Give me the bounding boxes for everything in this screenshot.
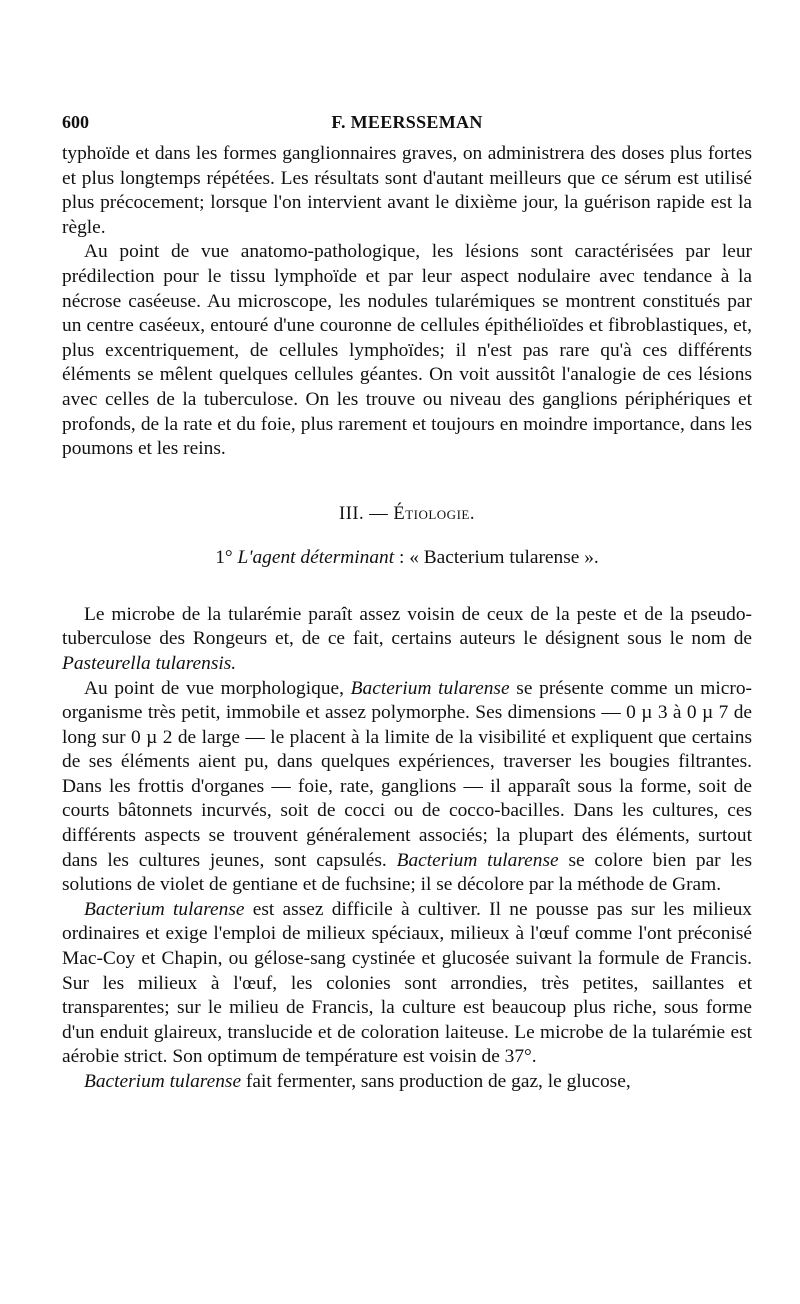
paragraph-3 — [62, 603, 752, 677]
taxon-name: Bacterium tularense — [396, 849, 559, 871]
subsection-title — [62, 547, 752, 569]
paragraph-3-text: Le microbe de la tularémie paraît assez voisin de ceux de la peste et de la pseudo-tuberculose des Rongeurs et, de ce fait, certains auteurs le désignent sous le nom de — [62, 603, 752, 650]
taxon-name: Bacterium tularense — [84, 898, 245, 920]
paragraph-5 — [62, 898, 752, 1070]
subsection-italic: L'agent déterminant — [237, 546, 395, 568]
section-name: Étiologie. — [393, 503, 475, 524]
section-numeral: III. — — [339, 503, 394, 524]
taxon-name: Pasteurella tularensis. — [62, 652, 237, 674]
paragraph-4-end: se colore bien par les solutions de violet de gentiane et de fuchsine; il se décolore par la méthode de Gram. — [62, 849, 752, 896]
section-title — [62, 504, 752, 525]
taxon-name: Bacterium tularense — [84, 1071, 242, 1092]
paragraph-4-middle: se présente comme un micro-organisme très petit, immobile et assez polymorphe. Ses dimensions — 0 µ 3 à 0 µ 7 de long sur 0 µ 2 de large — le placent à la limite de la visibilité et expliquent que certains de ses éléments aient pu, dans quelques expériences, traverser les bougies filtrantes. Dans les frottis d'organes — foie, rate, ganglions — il apparaît sous la forme, soit de courts bâtonnets incurvés, soit de cocci ou de cocco-bacilles. Dans les cultures, ces différents aspects se trouvent généralement associés; la plupart des éléments, surtout dans les cultures jeunes, sont capsulés. — [62, 677, 752, 871]
paragraph-4 — [62, 677, 752, 898]
paragraph-5-text: est assez difficile à cultiver. Il ne pousse pas sur les milieux ordinaires et exige l'emploi de milieux spéciaux, milieux à l'œuf comme l'ont préconisé Mac-Coy et Chapin, ou gélose-sang cystinée et glucosée suivant la formule de Francis. Sur les milieux à l'œuf, les colonies sont arrondies, très petites, saillantes et transparentes; sur le milieu de Francis, la culture est beaucoup plus riche, sous forme d'un enduit glaireux, translucide et de coloration laiteuse. Le microbe de la tularémie est aérobie strict. Son optimum de température est voisin de 37°. — [62, 898, 752, 1068]
page-header — [62, 112, 752, 142]
subsection-number: 1° — [215, 546, 238, 568]
spacer — [62, 569, 752, 603]
taxon-name: Bacterium tularense — [350, 677, 510, 699]
paragraph-4-start: Au point de vue morphologique, — [84, 677, 351, 699]
page-number: 600 — [62, 112, 89, 132]
subsection-rest: : « Bacterium tularense ». — [394, 546, 599, 568]
running-head: F. MEERSSEMAN — [331, 112, 483, 132]
paragraph-6-text: fait fermenter, sans production de gaz, le glucose, — [241, 1071, 631, 1092]
paragraph-2: Au point de vue anatomo-pathologique, les lésions sont caractérisées par leur prédilection pour le tissu lymphoïde et par leur aspect nodulaire avec tendance à la nécrose caséeuse. Au microscope, les nodules tularémiques se montrent constitués par un centre caséeux, entouré d'une couronne de cellules épithélioïdes et fibroblastiques, et, plus excentriquement, de cellules lymphoïdes; il n'est pas rare qu'à ces différents éléments se mêlent quelques cellules géantes. On voit aussitôt l'analogie de ces lésions avec celles de la tuberculose. On les trouve ou niveau des ganglions périphériques et profonds, de la rate et du foie, plus rarement et toujours en moindre importance, dans les poumons et les reins. — [62, 241, 752, 460]
paragraph-1: typhoïde et dans les formes ganglionnaires graves, on administrera des doses plus fortes et plus longtemps répétées. Les résultats sont d'autant meilleurs que ce sérum est utilisé plus précocement; lorsque l'on intervient avant le dixième jour, la guérison rapide est la règle. — [62, 143, 752, 238]
paragraph-6 — [62, 1070, 752, 1095]
